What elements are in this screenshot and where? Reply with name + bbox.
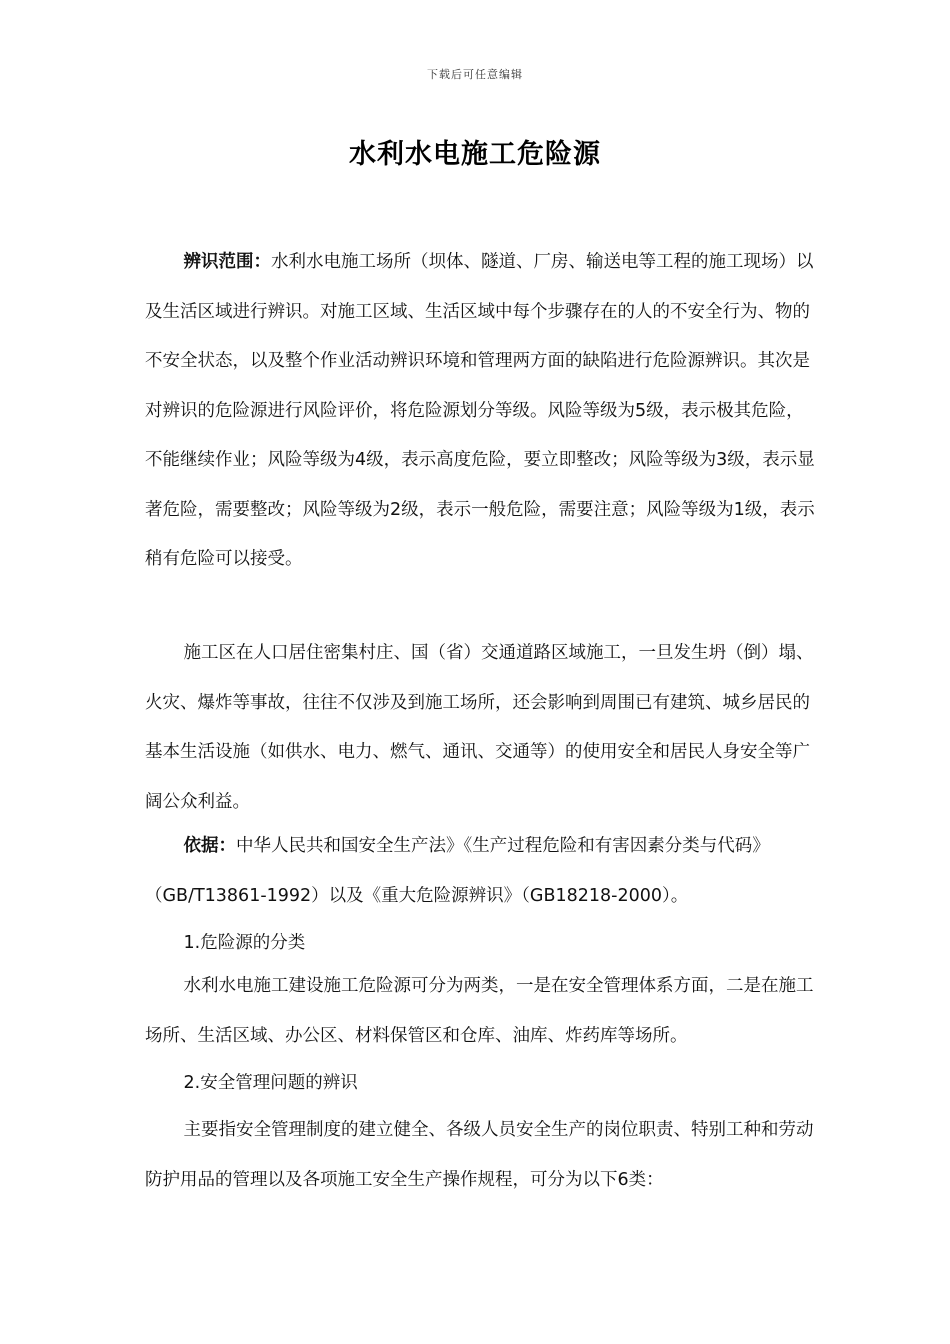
section-1-body-text: 水利水电施工建设施工危险源可分为两类，一是在安全管理体系方面，二是在施工场所、生活区域、办公区、材料保管区和仓库、油库、炸药库等场所。 bbox=[145, 976, 814, 1046]
basis-paragraph bbox=[145, 822, 817, 921]
section-2-body-text: 主要指安全管理制度的建立健全、各级人员安全生产的岗位职责、特别工种和劳动防护用品的管理以及各项施工安全生产操作规程，可分为以下6类： bbox=[145, 1120, 814, 1190]
section-2-heading-text: 2.安全管理问题的辨识 bbox=[183, 1073, 358, 1093]
section-1-heading-text: 1.危险源的分类 bbox=[183, 933, 306, 953]
section-2-heading bbox=[145, 1060, 817, 1106]
scope-text: 水利水电施工场所（坝体、隧道、厂房、输送电等工程的施工现场）以及生活区域进行辨识。对施工区域、生活区域中每个步骤存在的人的不安全行为、物的不安全状态，以及整个作业活动辨识环境和管理两方面的缺陷进行危险源辨识。其次是对辨识的危险源进行风险评价，将危险源划分等级。风险等级为5级，表示极其危险，不能继续作业；风险等级为4级，表示高度危险，要立即整改；风险等级为3级，表示显著危险，需要整改；风险等级为2级，表示一般危险，需要注意；风险等级为1级，表示稍有危险可以接受。 bbox=[145, 252, 815, 569]
impact-text: 施工区在人口居住密集村庄、国（省）交通道路区域施工，一旦发生坍（倒）塌、火灾、爆炸等事故，往往不仅涉及到施工场所，还会影响到周围已有建筑、城乡居民的基本生活设施（如供水、电力、燃气、通讯、交通等）的使用安全和居民人身安全等广阔公众利益。 bbox=[145, 643, 814, 812]
section-1-heading bbox=[145, 920, 817, 966]
scope-paragraph bbox=[145, 238, 817, 585]
header-note: 下载后可任意编辑 bbox=[427, 68, 523, 81]
section-2-body bbox=[145, 1106, 817, 1205]
document-title: 水利水电施工危险源 bbox=[349, 139, 601, 170]
impact-paragraph bbox=[145, 629, 817, 827]
basis-text: 中华人民共和国安全生产法》《生产过程危险和有害因素分类与代码》（GB/T13861-1992）以及《重大危险源辨识》（GB18218-2000）。 bbox=[145, 836, 770, 906]
basis-lead: 依据： bbox=[183, 836, 236, 856]
scope-lead: 辨识范围： bbox=[183, 252, 271, 272]
section-1-body bbox=[145, 962, 817, 1061]
